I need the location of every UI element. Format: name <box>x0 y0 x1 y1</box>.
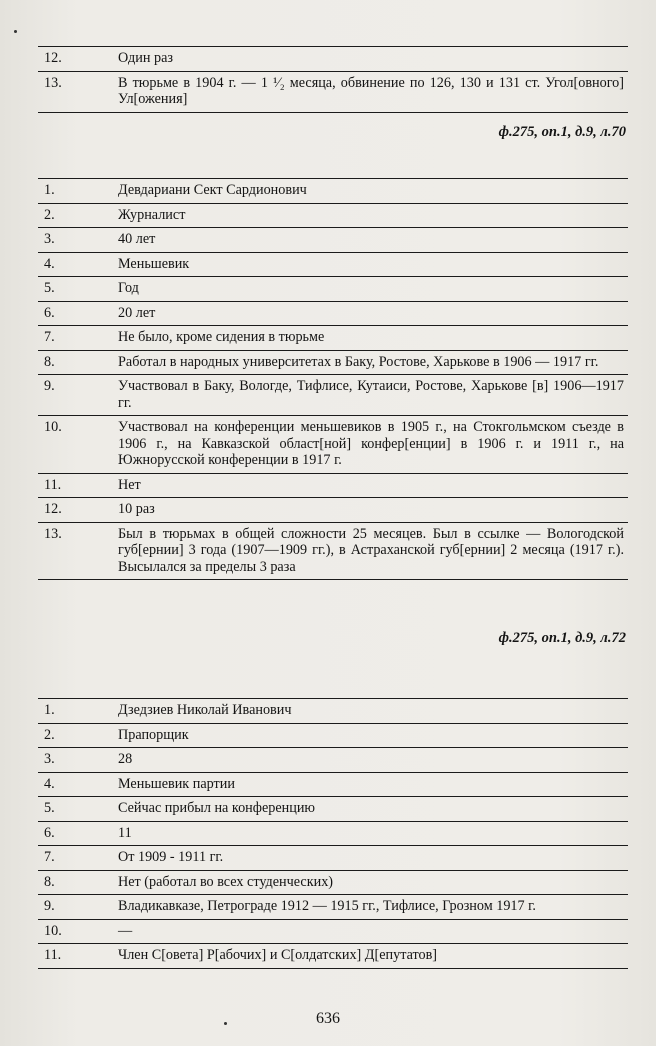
row-number: 4. <box>44 255 55 272</box>
row-number: 6. <box>44 304 55 321</box>
record-dzedziev-table <box>38 698 628 969</box>
archive-reference: ф.275, оп.1, д.9, л.70 <box>498 124 626 140</box>
row-answer: 20 лет <box>118 304 156 321</box>
row-answer: В тюрьме в 1904 г. — 1 ¹⁄₂ месяца, обвинение по 126, 130 и 131 ст. Угол[овного] Ул[ожения] <box>118 74 624 107</box>
row-answer: Журналист <box>118 206 186 223</box>
table-row <box>38 178 628 204</box>
row-number: 11. <box>44 476 62 493</box>
row-number: 7. <box>44 329 55 345</box>
table-row <box>38 228 628 253</box>
row-number: 2. <box>44 206 55 223</box>
row-number: 13. <box>44 525 62 542</box>
row-answer: 28 <box>118 751 133 767</box>
row-number: 8. <box>44 353 55 370</box>
row-number: 3. <box>44 751 55 767</box>
row-number: 3. <box>44 231 55 247</box>
table-row <box>38 326 628 351</box>
page-number: 636 <box>316 1010 340 1027</box>
table-row <box>38 748 628 773</box>
row-answer: Девдариани Сект Сардионович <box>118 182 307 198</box>
row-number: 1. <box>44 702 55 718</box>
table-row <box>38 204 628 229</box>
row-answer: Участвовал в Баку, Вологде, Тифлисе, Кутаиси, Ростове, Харькове [в] 1906—1917 гг. <box>118 378 624 411</box>
row-answer: Год <box>118 280 139 296</box>
row-answer: Был в тюрьмах в общей сложности 25 месяцев. Был в ссылке — Вологодской губ[ернии] 3 года (1907—1909 гг.), в Астраханской губ[ернии] 2 месяца (1917 г.). Высылался за пределы 3 раза <box>118 525 624 575</box>
table-row <box>38 474 628 499</box>
table-row <box>38 944 628 969</box>
record-devdariani-table <box>38 178 628 580</box>
row-answer: Прапорщик <box>118 726 189 743</box>
table-row <box>38 895 628 920</box>
row-answer: 40 лет <box>118 231 156 247</box>
row-number: 9. <box>44 378 55 394</box>
table-row <box>38 797 628 822</box>
row-answer: Один раз <box>118 50 174 66</box>
row-number: 7. <box>44 849 55 865</box>
row-number: 12. <box>44 501 62 517</box>
archive-reference: ф.275, оп.1, д.9, л.72 <box>498 630 626 646</box>
table-row <box>38 46 628 72</box>
table-row <box>38 302 628 327</box>
row-number: 2. <box>44 726 55 743</box>
table-row <box>38 822 628 847</box>
row-answer: Меньшевик <box>118 255 190 272</box>
row-number: 5. <box>44 800 55 816</box>
row-number: 1. <box>44 182 55 198</box>
row-number: 10. <box>44 419 62 435</box>
row-number: 4. <box>44 775 55 792</box>
row-answer: Участвовал на конференции меньшевиков в 1905 г., на Стокгольмском съезде в 1906 г., на Кавказской област[ной] конфер[енции] в 1906 г. и 1911 г., на Южнорусской конференции в 1917 г. <box>118 419 624 468</box>
table-row <box>38 523 628 581</box>
row-answer: 10 раз <box>118 501 155 517</box>
table-row <box>38 920 628 945</box>
print-speck <box>14 30 17 33</box>
row-number: 6. <box>44 824 55 841</box>
row-answer: Меньшевик партии <box>118 775 235 792</box>
row-answer: Нет <box>118 476 141 493</box>
table-row <box>38 698 628 724</box>
row-number: 12. <box>44 50 62 66</box>
table-row <box>38 871 628 896</box>
row-answer: Работал в народных университетах в Баку, Ростове, Харькове в 1906 — 1917 гг. <box>118 353 599 370</box>
row-answer: — <box>118 922 133 939</box>
row-answer: Дзедзиев Николай Иванович <box>118 702 292 718</box>
table-row <box>38 724 628 749</box>
table-row <box>38 846 628 871</box>
table-row <box>38 351 628 376</box>
table-row <box>38 498 628 523</box>
row-answer: Нет (работал во всех студенческих) <box>118 873 334 890</box>
row-answer: Владикавказе, Петрограде 1912 — 1915 гг., Тифлисе, Грозном 1917 г. <box>118 898 536 914</box>
row-number: 9. <box>44 898 55 914</box>
row-number: 8. <box>44 873 55 890</box>
table-row <box>38 416 628 474</box>
row-number: 11. <box>44 947 62 963</box>
table-row <box>38 277 628 302</box>
row-number: 5. <box>44 280 55 296</box>
table-row <box>38 773 628 798</box>
row-answer: Сейчас прибыл на конференцию <box>118 800 316 816</box>
row-answer: Не было, кроме сидения в тюрьме <box>118 329 325 345</box>
table-row <box>38 72 628 113</box>
row-answer: От 1909 - 1911 гг. <box>118 849 224 865</box>
table-row <box>38 253 628 278</box>
table-row <box>38 375 628 416</box>
record-fragment-table <box>38 46 628 113</box>
row-number: 10. <box>44 922 62 939</box>
row-answer: Член С[овета] Р[абочих] и С[олдатских] Д[епутатов] <box>118 947 438 963</box>
row-answer: 11 <box>118 824 132 841</box>
row-number: 13. <box>44 74 62 91</box>
